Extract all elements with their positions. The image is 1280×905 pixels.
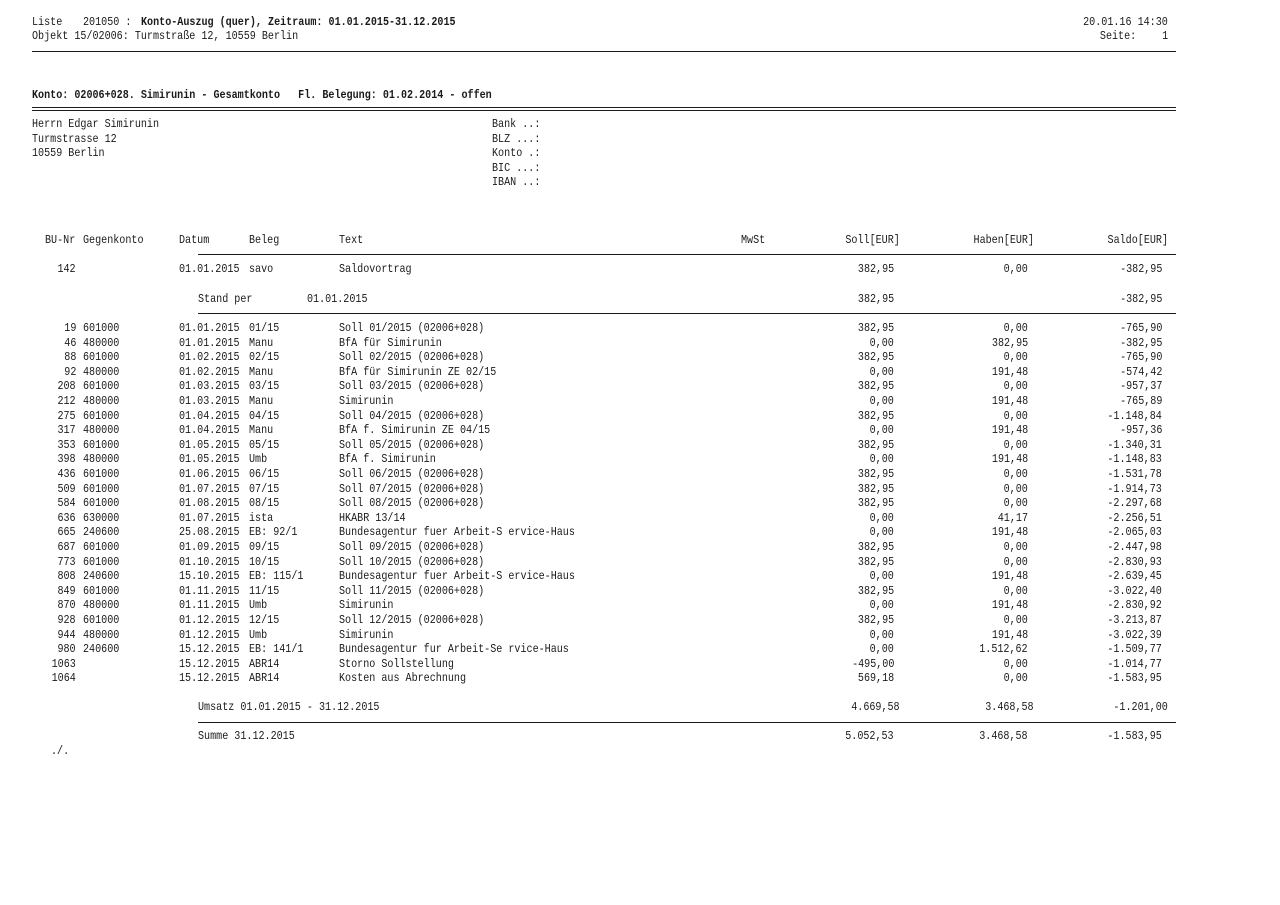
cell-datum: 01.10.2015 — [179, 554, 240, 569]
cell-bunr: 92 — [63, 364, 76, 379]
cell-haben: 0,00 — [1003, 321, 1028, 335]
cell-bunr: 88 — [63, 350, 76, 365]
cell-beleg: Manu — [249, 423, 274, 438]
cell-haben: 1.512,62 — [979, 642, 1028, 657]
cell-haben: 191,48 — [991, 598, 1028, 613]
cell-saldo: -765,90 — [1119, 350, 1162, 365]
cell-soll: 382,95 — [857, 481, 894, 496]
cell-gegenkonto: 480000 — [83, 598, 120, 613]
cell-bunr: 636 — [57, 510, 76, 525]
cell-bunr: 773 — [57, 554, 76, 569]
cell-datum: 01.08.2015 — [179, 496, 240, 511]
liste-label: Liste — [32, 15, 63, 29]
cell-beleg: 06/15 — [249, 467, 280, 481]
address-line: Turmstrasse 12 — [32, 132, 117, 146]
konto-line: Konto: 02006+028. Simirunin - Gesamtkonto Fl. Belegung: 01.02.2014 - offen — [32, 88, 492, 102]
cell-text: Kosten aus Abrechnung — [339, 671, 467, 686]
cell-text: Bundesagentur fur Arbeit-Se rvice-Haus — [339, 642, 569, 657]
cell-bunr: 1064 — [51, 671, 76, 686]
cell-beleg: 01/15 — [249, 321, 280, 335]
summe-saldo: -1.583,95 — [1107, 729, 1162, 743]
col-bunr: BU-Nr — [45, 233, 76, 247]
cell-saldo: -2.830,92 — [1107, 598, 1162, 613]
cell-bunr: 928 — [57, 613, 76, 627]
cell-saldo: -1.531,78 — [1107, 467, 1162, 481]
cell-soll: 569,18 — [857, 671, 894, 686]
cell-gegenkonto: 601000 — [83, 554, 120, 569]
cell-beleg: 02/15 — [249, 350, 280, 365]
address-line: 10559 Berlin — [32, 146, 105, 160]
cell-beleg: Umb — [249, 598, 268, 613]
col-saldo: Saldo[EUR] — [1107, 233, 1168, 247]
cell-bunr: 808 — [57, 569, 76, 584]
cell-beleg: Manu — [249, 364, 274, 379]
cell-soll: 0,00 — [869, 598, 894, 613]
cell-haben: 0,00 — [1003, 540, 1028, 554]
cell-text: Storno Sollstellung — [339, 656, 454, 671]
cell-haben: 191,48 — [991, 452, 1028, 467]
col-gegenkonto: Gegenkonto — [83, 233, 144, 247]
seite-number: 1 — [1161, 29, 1168, 43]
cell-soll: 382,95 — [857, 408, 894, 423]
cell-soll: 0,00 — [869, 510, 894, 525]
konto-label: Konto .: — [492, 146, 541, 160]
cell-gegenkonto: 601000 — [83, 481, 120, 496]
cell-beleg: savo — [249, 262, 274, 276]
cell-gegenkonto: 601000 — [83, 350, 120, 365]
cell-beleg: EB: 115/1 — [249, 569, 304, 584]
cell-soll: 0,00 — [869, 335, 894, 350]
cell-gegenkonto: 240600 — [83, 642, 120, 657]
cell-bunr: 665 — [57, 525, 76, 540]
cell-datum: 15.12.2015 — [179, 656, 240, 671]
cell-gegenkonto: 601000 — [83, 467, 120, 481]
cell-beleg: EB: 141/1 — [249, 642, 304, 657]
cell-haben: 0,00 — [1003, 379, 1028, 394]
cell-beleg: 09/15 — [249, 540, 280, 554]
cell-text: Simirunin — [339, 598, 394, 613]
cell-beleg: 05/15 — [249, 437, 280, 452]
cell-saldo: -3.213,87 — [1107, 613, 1162, 627]
cell-soll: 0,00 — [869, 627, 894, 642]
cell-bunr: 509 — [57, 481, 76, 496]
konto-divider-2 — [32, 110, 1176, 111]
cell-datum: 15.12.2015 — [179, 671, 240, 686]
cell-haben: 191,48 — [991, 525, 1028, 540]
cell-haben: 382,95 — [991, 335, 1028, 350]
cell-datum: 01.01.2015 — [179, 262, 240, 276]
stand-soll: 382,95 — [857, 292, 894, 306]
cell-saldo: -2.297,68 — [1107, 496, 1162, 511]
cell-haben: 0,00 — [1003, 408, 1028, 423]
cell-gegenkonto: 480000 — [83, 627, 120, 642]
cell-soll: 0,00 — [869, 364, 894, 379]
cell-gegenkonto: 601000 — [83, 583, 120, 598]
cell-haben: 41,17 — [997, 510, 1028, 525]
cell-bunr: 46 — [63, 335, 76, 350]
cell-haben: 0,00 — [1003, 262, 1028, 276]
cell-saldo: -382,95 — [1119, 262, 1162, 276]
cell-soll: 382,95 — [857, 554, 894, 569]
cell-saldo: -1.148,84 — [1107, 408, 1162, 423]
cell-gegenkonto: 240600 — [83, 569, 120, 584]
cell-soll: 0,00 — [869, 452, 894, 467]
cell-soll: 382,95 — [857, 350, 894, 365]
cell-beleg: 10/15 — [249, 554, 280, 569]
cell-datum: 01.06.2015 — [179, 467, 240, 481]
cell-beleg: 08/15 — [249, 496, 280, 511]
cell-beleg: EB: 92/1 — [249, 525, 298, 540]
cell-saldo: -765,90 — [1119, 321, 1162, 335]
cell-saldo: -2.639,45 — [1107, 569, 1162, 584]
cell-datum: 01.04.2015 — [179, 408, 240, 423]
cell-gegenkonto: 601000 — [83, 408, 120, 423]
cell-bunr: 687 — [57, 540, 76, 554]
cell-gegenkonto: 480000 — [83, 452, 120, 467]
cell-text: Soll 06/2015 (02006+028) — [339, 467, 485, 481]
cell-datum: 01.11.2015 — [179, 598, 240, 613]
cell-gegenkonto: 601000 — [83, 379, 120, 394]
cell-bunr: 1063 — [51, 656, 76, 671]
cell-datum: 25.08.2015 — [179, 525, 240, 540]
col-text: Text — [339, 233, 364, 247]
stand-date: 01.01.2015 — [307, 292, 368, 306]
cell-text: Soll 04/2015 (02006+028) — [339, 408, 485, 423]
cell-text: Soll 07/2015 (02006+028) — [339, 481, 485, 496]
cell-beleg: Manu — [249, 335, 274, 350]
cell-datum: 01.03.2015 — [179, 394, 240, 408]
cell-gegenkonto: 601000 — [83, 437, 120, 452]
cell-saldo: -765,89 — [1119, 394, 1162, 408]
cell-bunr: 275 — [57, 408, 76, 423]
cell-gegenkonto: 480000 — [83, 394, 120, 408]
cell-datum: 01.03.2015 — [179, 379, 240, 394]
cell-haben: 0,00 — [1003, 350, 1028, 365]
cell-saldo: -1.014,77 — [1107, 656, 1162, 671]
report-title: Konto-Auszug (quer), Zeitraum: 01.01.2015-31.12.2015 — [141, 15, 456, 29]
cell-text: Bundesagentur fuer Arbeit-S ervice-Haus — [339, 525, 575, 540]
cell-text: Soll 01/2015 (02006+028) — [339, 321, 485, 335]
cell-haben: 0,00 — [1003, 613, 1028, 627]
umsatz-haben: 3.468,58 — [985, 700, 1034, 714]
cell-datum: 01.07.2015 — [179, 481, 240, 496]
cell-text: Soll 03/2015 (02006+028) — [339, 379, 485, 394]
cell-haben: 191,48 — [991, 627, 1028, 642]
cell-saldo: -3.022,40 — [1107, 583, 1162, 598]
cell-soll: 382,95 — [857, 540, 894, 554]
cell-soll: 382,95 — [857, 379, 894, 394]
cell-text: Soll 08/2015 (02006+028) — [339, 496, 485, 511]
summe-haben: 3.468,58 — [979, 729, 1028, 743]
cell-text: BfA für Simirunin ZE 02/15 — [339, 364, 497, 379]
bank-label: Bank ..: — [492, 117, 541, 131]
cell-haben: 0,00 — [1003, 656, 1028, 671]
cell-bunr: 142 — [57, 262, 76, 276]
cell-beleg: ista — [249, 510, 274, 525]
print-datetime: 20.01.16 14:30 — [1083, 15, 1168, 29]
cell-text: Saldovortrag — [339, 262, 412, 276]
stand-label: Stand per — [198, 292, 253, 306]
cell-haben: 191,48 — [991, 569, 1028, 584]
cell-datum: 01.07.2015 — [179, 510, 240, 525]
cell-soll: 382,95 — [857, 321, 894, 335]
cell-saldo: -574,42 — [1119, 364, 1162, 379]
cell-saldo: -1.148,83 — [1107, 452, 1162, 467]
cell-haben: 0,00 — [1003, 583, 1028, 598]
cell-gegenkonto: 601000 — [83, 496, 120, 511]
cell-datum: 01.05.2015 — [179, 452, 240, 467]
cell-saldo: -2.447,98 — [1107, 540, 1162, 554]
cell-text: Soll 05/2015 (02006+028) — [339, 437, 485, 452]
cell-datum: 01.09.2015 — [179, 540, 240, 554]
cell-soll: 0,00 — [869, 525, 894, 540]
cell-beleg: Umb — [249, 627, 268, 642]
cell-saldo: -382,95 — [1119, 335, 1162, 350]
cell-text: HKABR 13/14 — [339, 510, 406, 525]
cell-datum: 01.01.2015 — [179, 335, 240, 350]
col-haben: Haben[EUR] — [973, 233, 1034, 247]
cell-datum: 01.04.2015 — [179, 423, 240, 438]
liste-number: 201050 : — [83, 15, 132, 29]
cell-beleg: ABR14 — [249, 656, 280, 671]
cell-beleg: 04/15 — [249, 408, 280, 423]
umsatz-saldo: -1.201,00 — [1113, 700, 1168, 714]
cell-text: Simirunin — [339, 627, 394, 642]
cell-text: Soll 02/2015 (02006+028) — [339, 350, 485, 365]
cell-haben: 0,00 — [1003, 554, 1028, 569]
address-line: Herrn Edgar Simirunin — [32, 117, 160, 131]
cell-gegenkonto: 240600 — [83, 525, 120, 540]
cell-haben: 0,00 — [1003, 437, 1028, 452]
stand-rule — [198, 313, 1176, 314]
cell-haben: 0,00 — [1003, 481, 1028, 496]
cell-saldo: -3.022,39 — [1107, 627, 1162, 642]
cell-gegenkonto: 480000 — [83, 364, 120, 379]
cell-gegenkonto: 601000 — [83, 540, 120, 554]
cell-datum: 01.05.2015 — [179, 437, 240, 452]
cell-datum: 01.12.2015 — [179, 627, 240, 642]
cell-datum: 01.02.2015 — [179, 350, 240, 365]
cell-bunr: 436 — [57, 467, 76, 481]
cell-saldo: -2.256,51 — [1107, 510, 1162, 525]
cell-soll: 382,95 — [857, 467, 894, 481]
cell-text: Soll 11/2015 (02006+028) — [339, 583, 485, 598]
cell-bunr: 212 — [57, 394, 76, 408]
cell-bunr: 398 — [57, 452, 76, 467]
cell-soll: 0,00 — [869, 569, 894, 584]
cell-datum: 01.02.2015 — [179, 364, 240, 379]
stand-saldo: -382,95 — [1119, 292, 1162, 306]
cell-saldo: -1.583,95 — [1107, 671, 1162, 686]
col-mwst: MwSt — [741, 233, 766, 247]
cell-saldo: -957,36 — [1119, 423, 1162, 438]
cell-beleg: Manu — [249, 394, 274, 408]
summe-label: Summe 31.12.2015 — [198, 729, 295, 743]
cell-datum: 01.12.2015 — [179, 613, 240, 627]
cell-saldo: -1.340,31 — [1107, 437, 1162, 452]
cell-soll: 382,95 — [857, 496, 894, 511]
cell-haben: 191,48 — [991, 423, 1028, 438]
cell-bunr: 317 — [57, 423, 76, 438]
cell-gegenkonto: 601000 — [83, 613, 120, 627]
cell-soll: 0,00 — [869, 394, 894, 408]
cell-beleg: Umb — [249, 452, 268, 467]
cell-haben: 0,00 — [1003, 671, 1028, 686]
cell-beleg: 07/15 — [249, 481, 280, 496]
cell-haben: 191,48 — [991, 364, 1028, 379]
cell-beleg: 11/15 — [249, 583, 280, 598]
col-soll: Soll[EUR] — [845, 233, 900, 247]
cell-gegenkonto: 480000 — [83, 335, 120, 350]
cell-gegenkonto: 480000 — [83, 423, 120, 438]
cell-beleg: ABR14 — [249, 671, 280, 686]
cell-bunr: 584 — [57, 496, 76, 511]
cell-text: BfA f. Simirunin ZE 04/15 — [339, 423, 491, 438]
cell-haben: 0,00 — [1003, 496, 1028, 511]
header-divider — [32, 51, 1176, 52]
cell-text: Simirunin — [339, 394, 394, 408]
cell-gegenkonto: 601000 — [83, 321, 120, 335]
umsatz-soll: 4.669,58 — [851, 700, 900, 714]
cell-haben: 0,00 — [1003, 467, 1028, 481]
blz-label: BLZ ...: — [492, 132, 541, 146]
cell-bunr: 208 — [57, 379, 76, 394]
seite-label: Seite: — [1099, 29, 1136, 43]
cell-beleg: 03/15 — [249, 379, 280, 394]
summe-soll: 5.052,53 — [845, 729, 894, 743]
cell-bunr: 870 — [57, 598, 76, 613]
cell-soll: 0,00 — [869, 642, 894, 657]
cell-soll: -495,00 — [851, 656, 894, 671]
cell-soll: 0,00 — [869, 423, 894, 438]
cell-haben: 191,48 — [991, 394, 1028, 408]
cell-soll: 382,95 — [857, 262, 894, 276]
cell-bunr: 944 — [57, 627, 76, 642]
umsatz-label: Umsatz 01.01.2015 - 31.12.2015 — [198, 700, 380, 714]
cell-text: BfA für Simirunin — [339, 335, 442, 350]
cell-datum: 01.11.2015 — [179, 583, 240, 598]
cell-text: Soll 09/2015 (02006+028) — [339, 540, 485, 554]
cell-saldo: -957,37 — [1119, 379, 1162, 394]
cell-gegenkonto: 630000 — [83, 510, 120, 525]
cell-saldo: -2.830,93 — [1107, 554, 1162, 569]
umsatz-rule — [198, 722, 1176, 723]
cell-saldo: -1.914,73 — [1107, 481, 1162, 496]
header-rule — [198, 254, 1176, 255]
cell-text: Soll 10/2015 (02006+028) — [339, 554, 485, 569]
cell-saldo: -1.509,77 — [1107, 642, 1162, 657]
cell-saldo: -2.065,03 — [1107, 525, 1162, 540]
cell-datum: 01.01.2015 — [179, 321, 240, 335]
cell-soll: 382,95 — [857, 437, 894, 452]
cell-soll: 382,95 — [857, 613, 894, 627]
cell-datum: 15.12.2015 — [179, 642, 240, 657]
konto-divider-1 — [32, 107, 1176, 108]
cell-text: Bundesagentur fuer Arbeit-S ervice-Haus — [339, 569, 575, 584]
cell-bunr: 849 — [57, 583, 76, 598]
col-beleg: Beleg — [249, 233, 280, 247]
cell-datum: 15.10.2015 — [179, 569, 240, 584]
cell-beleg: 12/15 — [249, 613, 280, 627]
cell-bunr: 353 — [57, 437, 76, 452]
cell-text: BfA f. Simirunin — [339, 452, 436, 467]
cell-bunr: 980 — [57, 642, 76, 657]
iban-label: IBAN ..: — [492, 175, 541, 189]
continuation-mark: ./. — [51, 744, 70, 758]
cell-bunr: 19 — [63, 321, 76, 335]
cell-soll: 382,95 — [857, 583, 894, 598]
bic-label: BIC ...: — [492, 161, 541, 175]
col-datum: Datum — [179, 233, 210, 247]
cell-text: Soll 12/2015 (02006+028) — [339, 613, 485, 627]
objekt-line: Objekt 15/02006: Turmstraße 12, 10559 Berlin — [32, 29, 299, 43]
